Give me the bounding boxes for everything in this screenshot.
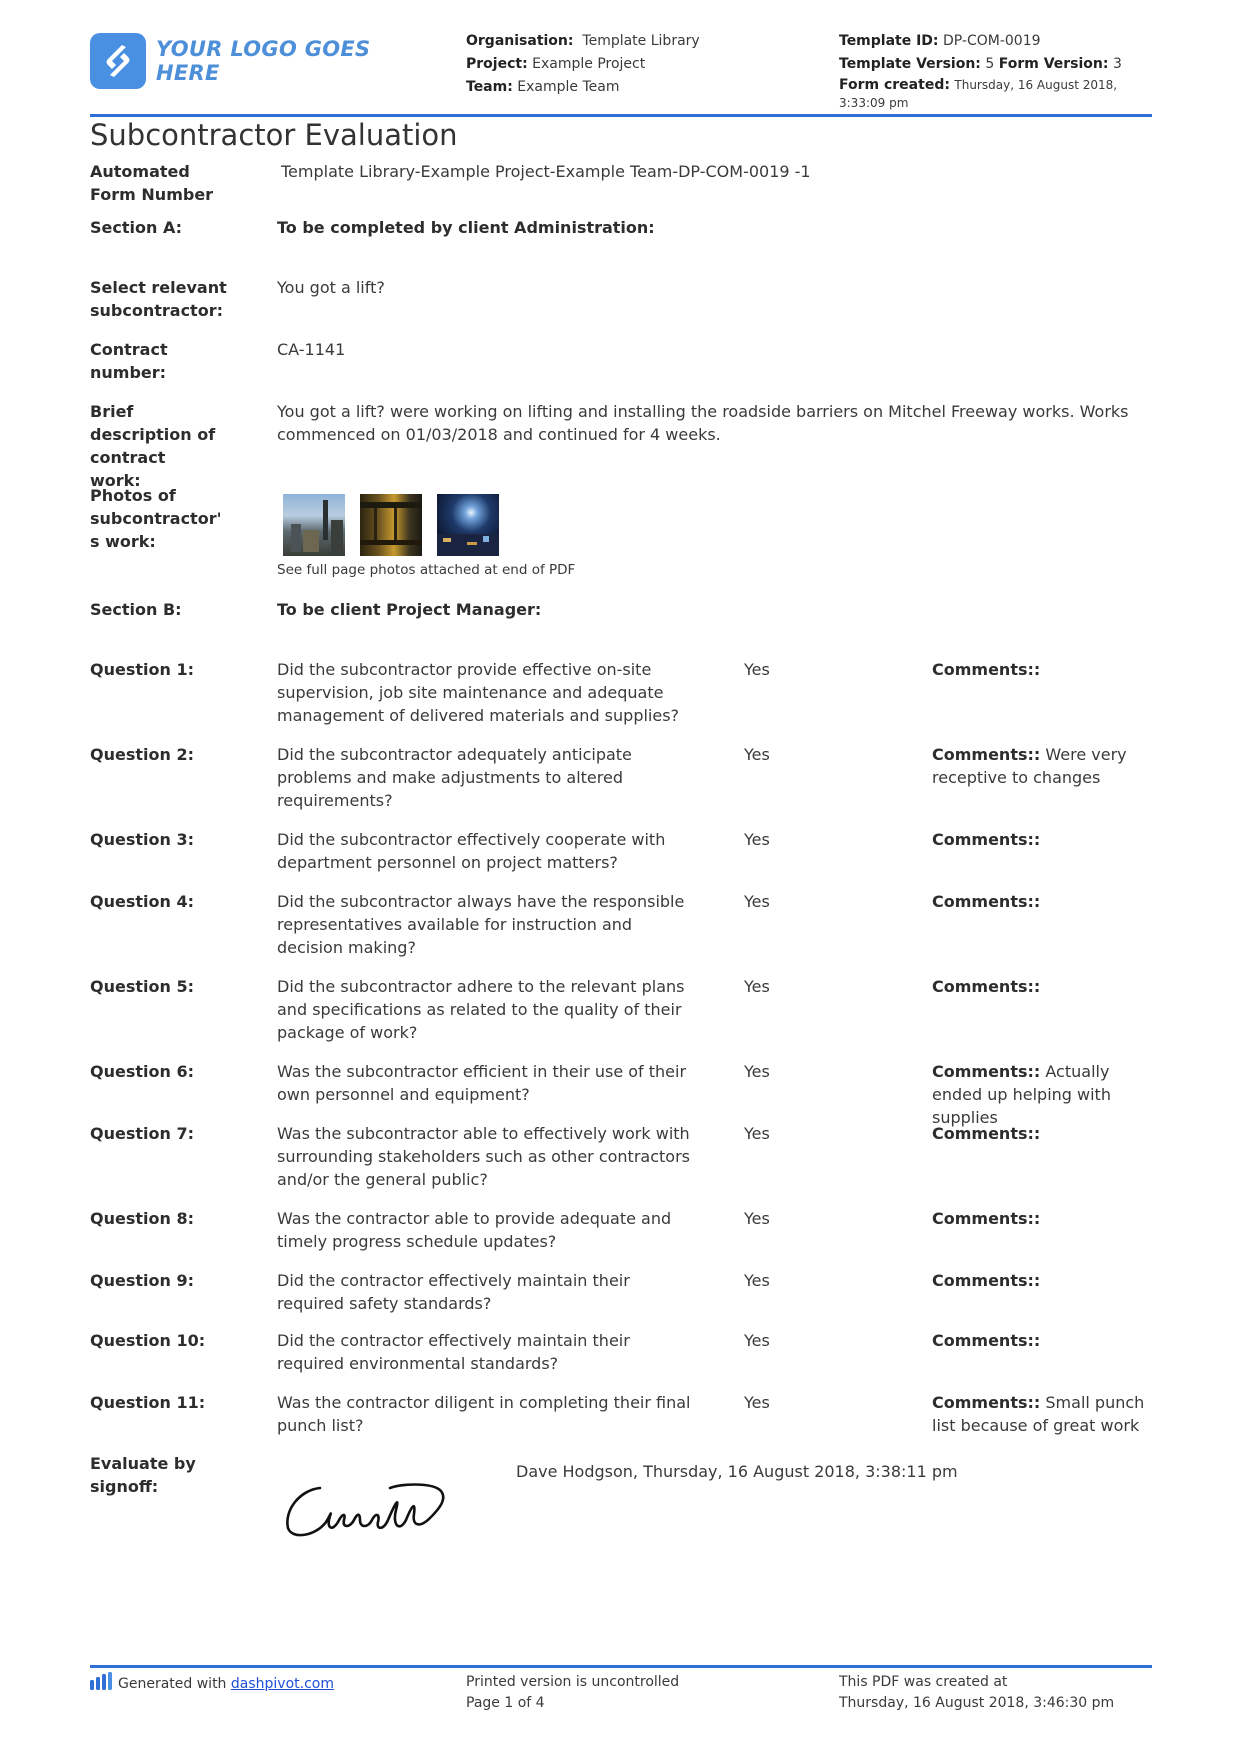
template-id-value: DP-COM-0019 [942, 33, 1041, 49]
question-text: Was the subcontractor able to effectively work with surrounding stakeholders such as other contractors and/or the general public? [277, 1124, 690, 1189]
photo-thumbnails [283, 494, 499, 556]
subcontractor-label: Select relevant subcontractor: [90, 278, 227, 320]
question-label: Question 4: [90, 892, 194, 911]
question-text: Did the subcontractor adequately anticipate problems and make adjustments to altered requirements? [277, 745, 632, 810]
form-created-value: Thursday, 16 August 2018, 3:33:09 pm [839, 78, 1118, 110]
signoff-value: Dave Hodgson, Thursday, 16 August 2018, 3:38:11 pm [516, 1462, 958, 1481]
question-answer: Yes [744, 1393, 770, 1412]
description-label: Brief description of contract work: [90, 402, 216, 490]
question-label: Question 11: [90, 1393, 206, 1412]
logo-text: YOUR LOGO GOES HERE [156, 37, 371, 85]
photos-caption: See full page photos attached at end of PDF [277, 562, 576, 578]
footer-generated [90, 1672, 334, 1697]
section-b-label: Section B: [90, 600, 182, 619]
question-label: Question 9: [90, 1271, 194, 1290]
question-comment: Comments:: Were very receptive to changes [932, 745, 1127, 787]
question-answer: Yes [744, 830, 770, 849]
question-text: Was the contractor diligent in completing their final punch list? [277, 1393, 691, 1435]
footer-created-info [839, 1672, 1114, 1714]
photo-thumbnail[interactable] [360, 494, 422, 556]
question-answer: Yes [744, 1124, 770, 1143]
question-text: Did the subcontractor provide effective on-site supervision, job site maintenance and adequate management of delivered materials and supplies? [277, 660, 680, 725]
photo-thumbnail[interactable] [283, 494, 345, 556]
question-comment: Comments:: [932, 1124, 1041, 1143]
team-value: Example Team [517, 79, 620, 95]
dashpivot-link[interactable]: dashpivot.com [230, 1676, 334, 1692]
created-at-label: This PDF was created at [839, 1674, 1008, 1690]
form-version-value: 3 [1112, 56, 1122, 72]
question-text: Did the subcontractor adhere to the relevant plans and specifications as related to the quality of their package of work? [277, 977, 685, 1042]
question-label: Question 10: [90, 1331, 206, 1350]
question-comment: Comments:: [932, 1331, 1041, 1350]
question-comment: Comments:: [932, 1271, 1041, 1290]
question-text: Did the contractor effectively maintain their required environmental standards? [277, 1331, 630, 1373]
question-comment: Comments:: [932, 977, 1041, 996]
photos-label: Photos of subcontractor' s work: [90, 486, 222, 551]
question-label: Question 6: [90, 1062, 194, 1081]
question-answer: Yes [744, 1062, 770, 1081]
logo [90, 32, 420, 90]
question-answer: Yes [744, 745, 770, 764]
uncontrolled-notice: Printed version is uncontrolled [466, 1674, 680, 1690]
subcontractor-value: You got a lift? [277, 278, 385, 297]
question-answer: Yes [744, 892, 770, 911]
document-page [90, 0, 1152, 1754]
dashpivot-icon [90, 1672, 112, 1697]
section-a-heading: To be completed by client Administration: [277, 218, 655, 237]
template-version-value: 5 [985, 56, 995, 72]
signoff-label: Evaluate by signoff: [90, 1454, 196, 1496]
generated-with-text: Generated with [118, 1676, 227, 1692]
footer-divider [90, 1665, 1152, 1668]
project-value: Example Project [532, 56, 646, 72]
question-text: Did the contractor effectively maintain their required safety standards? [277, 1271, 630, 1313]
question-comment: Comments:: [932, 830, 1041, 849]
question-label: Question 2: [90, 745, 194, 764]
question-text: Was the subcontractor efficient in their use of their own personnel and equipment? [277, 1062, 687, 1104]
form-number-value: Template Library-Example Project-Example Team-DP-COM-0019 -1 [281, 162, 811, 181]
question-label: Question 7: [90, 1124, 194, 1143]
question-text: Did the subcontractor effectively cooperate with department personnel on project matters? [277, 830, 666, 872]
header-template-info: Template ID: DP-COM-0019 Template Version: 5 Form Version: 3 Form created: Thursday, 16 August 2018, 3:33:09 pm [839, 33, 1122, 110]
organisation-value: Template Library [582, 33, 700, 49]
question-answer: Yes [744, 977, 770, 996]
question-comment: Comments:: [932, 892, 1041, 911]
question-answer: Yes [744, 1209, 770, 1228]
question-text: Was the contractor able to provide adequate and timely progress schedule updates? [277, 1209, 672, 1251]
section-b-heading: To be client Project Manager: [277, 600, 542, 619]
photo-thumbnail[interactable] [437, 494, 499, 556]
question-comment: Comments:: Actually ended up helping with supplies [932, 1062, 1111, 1127]
description-value: You got a lift? were working on lifting and installing the roadside barriers on Mitchel Freeway works. Works commenced on 01/03/2018 and continued for 4 weeks. [277, 402, 1129, 444]
question-text: Did the subcontractor always have the responsible representatives available for instruction and decision making? [277, 892, 685, 957]
contract-number-label: Contract number: [90, 340, 168, 382]
created-at-value: Thursday, 16 August 2018, 3:46:30 pm [839, 1695, 1115, 1711]
question-answer: Yes [744, 1331, 770, 1350]
header-divider [90, 114, 1152, 117]
question-label: Question 3: [90, 830, 194, 849]
question-label: Question 8: [90, 1209, 194, 1228]
form-number-label: Automated Form Number [90, 162, 214, 204]
question-label: Question 5: [90, 977, 194, 996]
section-a-label: Section A: [90, 218, 183, 237]
logo-badge-icon [90, 33, 146, 89]
question-answer: Yes [744, 660, 770, 679]
signature-image [280, 1470, 460, 1554]
question-comment: Comments:: [932, 1209, 1041, 1228]
footer-page-info [466, 1672, 679, 1714]
question-comment: Comments:: [932, 660, 1041, 679]
question-comment: Comments:: Small punch list because of great work [932, 1393, 1145, 1435]
page-title: Subcontractor Evaluation [90, 118, 458, 152]
contract-number-value: CA-1141 [277, 340, 346, 359]
page-number: Page 1 of 4 [466, 1695, 545, 1711]
header-project-info: Organisation: Template Library Project: Example Project Team: Example Team [466, 33, 700, 95]
question-label: Question 1: [90, 660, 194, 679]
question-answer: Yes [744, 1271, 770, 1290]
